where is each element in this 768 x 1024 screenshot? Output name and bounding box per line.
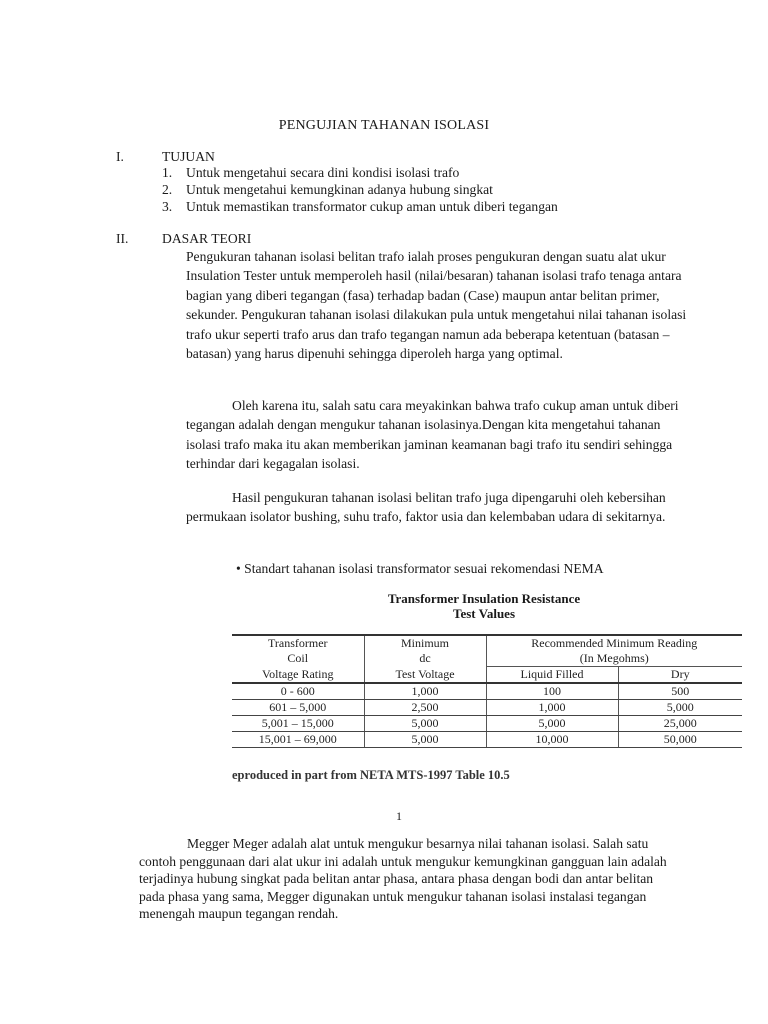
paragraph-text: Megger Meger adalah alat untuk mengukur besarnya nilai tahanan isolasi. Salah satu contoh penggunaan dari alat ukur ini adalah untuk mengukur kemungkinan gangguan lain adalah terjadinya hubung singkat pada belitan antar phasa, antara phasa dengan bodi dan antar belitan pada phasa yang sama, Megger digunakan untuk mengukur tahanan isolasi instalasi tegangan menengah maupun tegangan rendah. — [139, 836, 667, 922]
section-2-heading: DASAR TEORI — [162, 231, 252, 246]
table-row — [232, 732, 742, 748]
table-cell: 25,000 — [618, 716, 742, 732]
table-cell: 1,000 — [486, 700, 618, 716]
table-cell: 5,001 – 15,000 — [232, 716, 364, 732]
table-source-note: eproduced in part from NETA MTS-1997 Table 10.5 — [232, 768, 510, 782]
table-cell: 15,001 – 69,000 — [232, 732, 364, 748]
list-item — [162, 199, 558, 215]
table-header-cell: Transformer — [232, 635, 364, 651]
table-header-cell: Dry — [618, 667, 742, 684]
section-1-number: I. — [116, 149, 124, 164]
paragraph-megger — [139, 835, 679, 923]
table-row — [232, 700, 742, 716]
paragraph-dasar-teori-3 — [186, 488, 696, 527]
table-cell: 5,000 — [618, 700, 742, 716]
table-header-cell: Liquid Filled — [486, 667, 618, 684]
list-item — [162, 182, 493, 198]
table-cell: 601 – 5,000 — [232, 700, 364, 716]
paragraph-dasar-teori-2 — [186, 396, 696, 474]
list-item-number: 1. — [162, 165, 173, 180]
table-row — [232, 683, 742, 700]
bullet-item — [236, 561, 604, 577]
table-cell: 1,000 — [364, 683, 486, 700]
bullet-text: Standart tahanan isolasi transformator sesuai rekomendasi NEMA — [244, 561, 604, 576]
table-cell: 0 - 600 — [232, 683, 364, 700]
table-cell: 5,000 — [364, 716, 486, 732]
paragraph-dasar-teori-1 — [186, 247, 696, 363]
table-cell: 100 — [486, 683, 618, 700]
table-header-cell: dc — [364, 651, 486, 667]
table-cell: 10,000 — [486, 732, 618, 748]
section-2-number: II. — [116, 231, 129, 246]
table-cell: 5,000 — [486, 716, 618, 732]
table-header-cell: Voltage Rating — [232, 667, 364, 684]
bullet-icon: • — [236, 561, 241, 576]
document-title: PENGUJIAN TAHANAN ISOLASI — [278, 118, 490, 133]
list-item-number: 3. — [162, 199, 173, 214]
insulation-resistance-table — [232, 634, 742, 748]
paragraph-text: Oleh karena itu, salah satu cara meyakinkan bahwa trafo cukup aman untuk diberi tegangan adalah dengan mengukur tahanan isolasinya.Dengan kita mengetahui tahanan isolasi trafo maka itu akan memberikan jaminan keamanan bagi trafo itu sendiri sehingga terhindar dari kegagalan isolasi. — [186, 398, 679, 472]
table-row — [232, 716, 742, 732]
list-item-text: Untuk mengetahui secara dini kondisi isolasi trafo — [186, 165, 460, 180]
table-cell: 5,000 — [364, 732, 486, 748]
paragraph-text: Hasil pengukuran tahanan isolasi belitan trafo juga dipengaruhi oleh kebersihan permukaan isolator bushing, suhu trafo, faktor usia dan kelembaban udara di sekitarnya. — [186, 490, 666, 525]
list-item-text: Untuk mengetahui kemungkinan adanya hubung singkat — [186, 182, 493, 197]
table-cell: 500 — [618, 683, 742, 700]
table-subcaption: Test Values — [452, 606, 516, 621]
table-cell: 50,000 — [618, 732, 742, 748]
table-header-group: Recommended Minimum Reading — [486, 635, 742, 651]
table-caption: Transformer Insulation Resistance — [387, 591, 581, 606]
table-header-cell: Coil — [287, 651, 309, 666]
list-item-number: 2. — [162, 182, 173, 197]
list-item-text: Untuk memastikan transformator cukup aman untuk diberi tegangan — [186, 199, 558, 214]
list-item — [162, 165, 459, 181]
page-number: 1 — [396, 809, 402, 823]
table-header-cell: Minimum — [364, 635, 486, 651]
table-cell: 2,500 — [364, 700, 486, 716]
table-header-group: (In Megohms) — [486, 651, 742, 667]
section-1-heading: TUJUAN — [162, 149, 215, 164]
table-header-cell: Test Voltage — [364, 667, 486, 684]
paragraph-text: Pengukuran tahanan isolasi belitan trafo ialah proses pengukuran dengan suatu alat ukur Insulation Tester untuk memperoleh hasil (nilai/besaran) tahanan isolasi trafo tenaga antara bagian yang diberi tegangan (fasa) terhadap badan (Case) maupun antar belitan primer, sekunder. Pengukuran tahanan isolasi dilakukan pula untuk mengetahui nilai tahanan isolasi trafo ukur seperti trafo arus dan trafo tegangan namun ada beberapa ketentuan (batasan – batasan) yang harus dipenuhi sehingga diperoleh harga yang optimal. — [186, 249, 687, 362]
